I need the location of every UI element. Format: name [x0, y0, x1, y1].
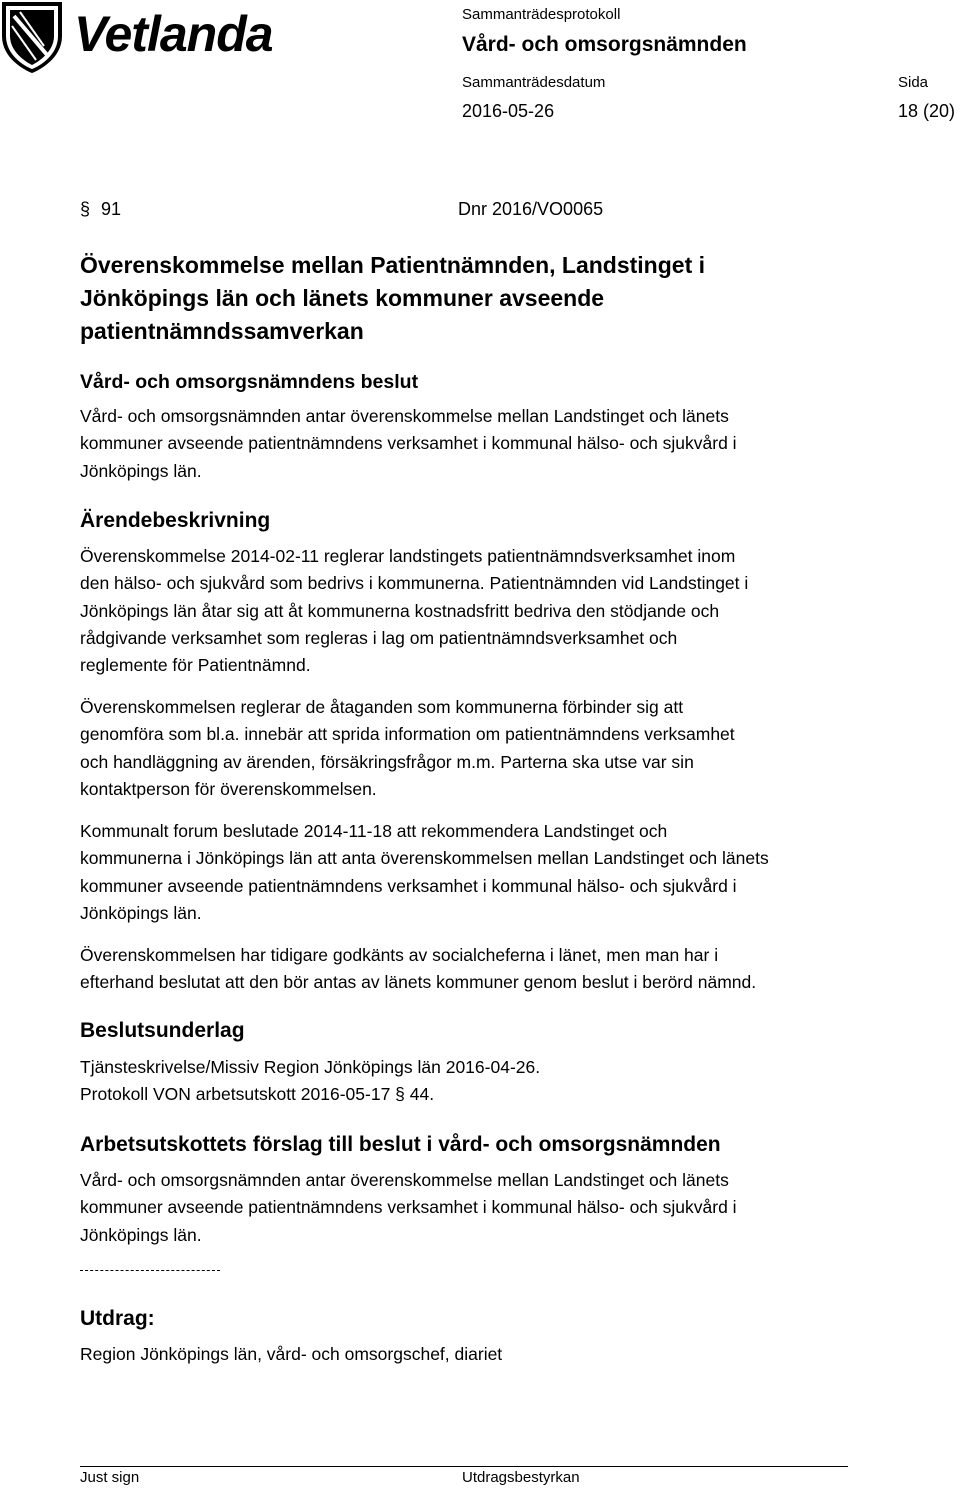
text-line: efterhand beslutat att den bör antas av länets kommuner genom beslut i berörd nämnd.	[80, 972, 757, 993]
text-line: rådgivande verksamhet som regleras i lag om patientnämndsverksamhet och	[80, 627, 678, 648]
text-line: kommuner avseende patientnämndens verksamhet i kommunal hälso- och sjukvård i	[80, 1197, 737, 1218]
text-line: Vård- och omsorgsnämnden antar överenskommelse mellan Landstinget och länets	[80, 1170, 729, 1190]
committee-name: Vård- och omsorgsnämnden	[462, 33, 747, 56]
text-line: Jönköpings län.	[80, 460, 202, 481]
item-number	[80, 198, 121, 220]
separator-line	[80, 1270, 220, 1271]
text-line: Kommunalt forum beslutade 2014-11-18 att rekommendera Landstinget och	[80, 821, 668, 841]
text-line: Tjänsteskrivelse/Missiv Region Jönköpings län 2016-04-26.	[80, 1057, 541, 1077]
item-title-line: Överenskommelse mellan Patientnämnden, Landstinget i	[80, 252, 706, 278]
proposal-heading: Arbetsutskottets förslag till beslut i vård- och omsorgsnämnden	[80, 1133, 721, 1156]
item-title-line: Jönköpings län och länets kommuner avseende	[80, 285, 605, 311]
meeting-date: 2016-05-26	[462, 101, 555, 121]
description-paragraph-2	[80, 694, 880, 803]
page-label: Sida	[898, 74, 929, 91]
header-logo	[0, 0, 290, 75]
certified-label: Utdragsbestyrkan	[462, 1469, 580, 1486]
text-line: Överenskommelsen reglerar de åtaganden som kommunerna förbinder sig att	[80, 697, 684, 717]
extract-heading: Utdrag:	[80, 1307, 155, 1330]
proposal-text	[80, 1167, 880, 1249]
text-line: kommuner avseende patientnämndens verksamhet i kommunal hälso- och sjukvård i	[80, 875, 737, 896]
item-number-value: 91	[101, 199, 122, 219]
text-line: Jönköpings län.	[80, 902, 202, 923]
dnr: Dnr 2016/VO0065	[458, 199, 604, 219]
text-line: Överenskommelsen har tidigare godkänts av socialcheferna i länet, men man har i	[80, 945, 719, 965]
text-line: Vård- och omsorgsnämnden antar överenskommelse mellan Landstinget och länets	[80, 406, 729, 426]
logo-wordmark: Vetlanda	[74, 6, 273, 62]
basis-list	[80, 1054, 880, 1109]
text-line: och handläggning av ärenden, försäkringsfrågor m.m. Parterna ska utse var sin	[80, 751, 694, 772]
text-line: den hälso- och sjukvård som bedrivs i kommunerna. Patientnämnden vid Landstinget i	[80, 573, 749, 594]
text-line: Överenskommelse 2014-02-11 reglerar landstingets patientnämndsverksamhet inom	[80, 546, 736, 566]
text-line: reglemente för Patientnämnd.	[80, 655, 311, 676]
description-paragraph-4	[80, 942, 880, 997]
decision-heading: Vård- och omsorgsnämndens beslut	[80, 371, 419, 393]
text-line: Jönköpings län åtar sig att åt kommunerna kostnadsfritt bedriva den stödjande och	[80, 600, 720, 621]
section-sign: §	[80, 199, 91, 219]
text-line: Protokoll VON arbetsutskott 2016-05-17 § 44.	[80, 1084, 435, 1105]
text-line: kommunerna i Jönköpings län att anta överenskommelsen mellan Landstinget och länets	[80, 848, 769, 869]
date-label: Sammanträdesdatum	[462, 74, 606, 91]
just-sign-label: Just sign	[80, 1469, 140, 1486]
extract-recipients: Region Jönköpings län, vård- och omsorgschef, diariet	[80, 1344, 503, 1364]
text-line: genomföra som bl.a. innebär att sprida information om patientnämndens verksamhet	[80, 724, 735, 745]
page-number: 18 (20)	[898, 101, 956, 121]
text-line: Jönköpings län.	[80, 1224, 202, 1245]
description-heading: Ärendebeskrivning	[80, 509, 271, 532]
footer-rule	[80, 1466, 848, 1467]
item-title	[80, 249, 860, 348]
text-line: kommuner avseende patientnämndens verksamhet i kommunal hälso- och sjukvård i	[80, 433, 737, 454]
description-paragraph-1	[80, 543, 880, 679]
item-title-line: patientnämndssamverkan	[80, 318, 364, 344]
description-paragraph-3	[80, 818, 880, 927]
decision-text	[80, 403, 880, 485]
text-line: kontaktperson för överenskommelsen.	[80, 778, 377, 799]
protocol-label: Sammanträdesprotokoll	[462, 6, 621, 23]
basis-heading: Beslutsunderlag	[80, 1019, 245, 1042]
